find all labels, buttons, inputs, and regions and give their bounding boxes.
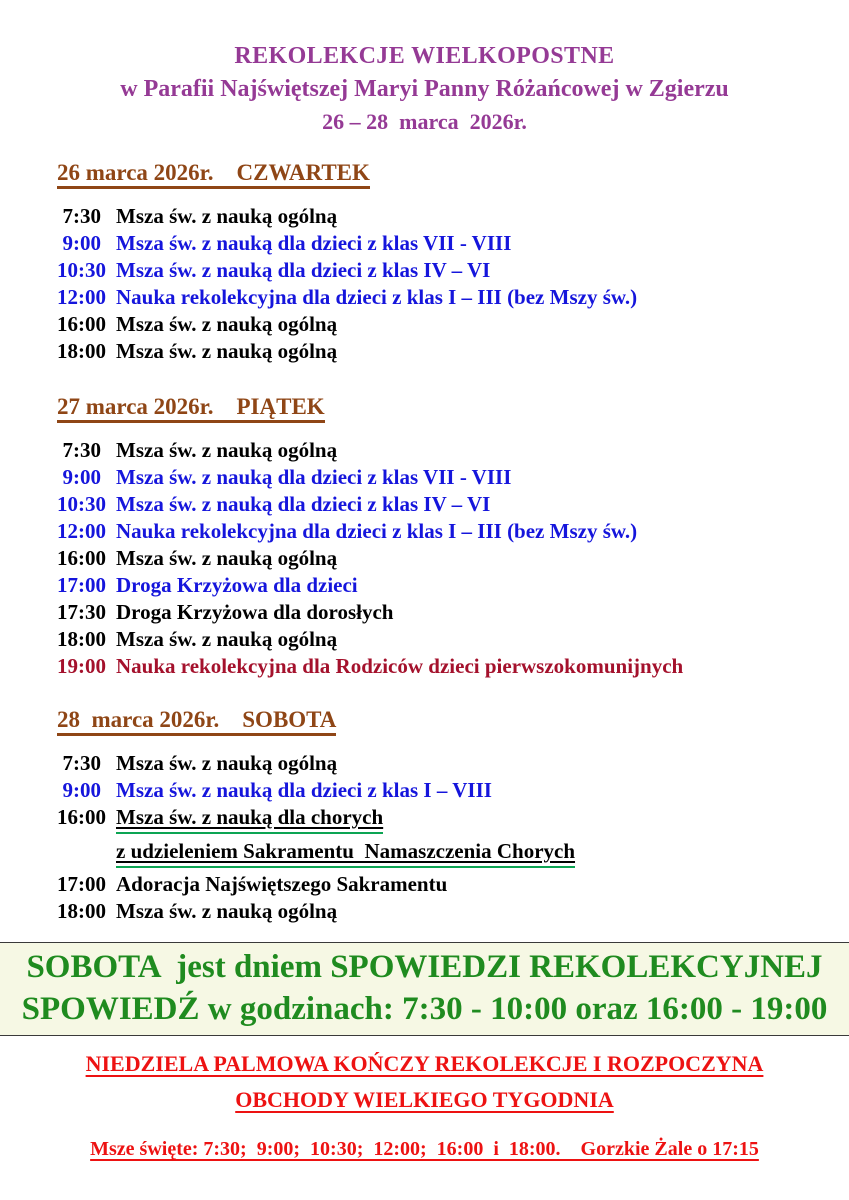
confession-line-2: SPOWIEDŹ w godzinach: 7:30 - 10:00 oraz 16:00 - 19:00 (21, 991, 828, 1027)
day-section-thursday (57, 159, 849, 365)
row-time: 17:30 (57, 600, 106, 624)
footer-line-2: OBCHODY WIELKIEGO TYGODNIA (235, 1087, 614, 1112)
day-heading-text: 27 marca 2026r. PIĄTEK (57, 394, 325, 423)
row-time: 9:00 (62, 465, 101, 489)
schedule-row (57, 284, 849, 311)
row-time: 10:30 (57, 492, 106, 516)
row-text: Msza św. z nauką ogólną (116, 546, 338, 570)
row-time: 19:00 (57, 654, 106, 678)
schedule-row (57, 777, 849, 804)
row-time: 18:00 (57, 899, 106, 923)
schedule-row (57, 518, 849, 545)
schedule-row (57, 572, 849, 599)
row-time-empty (57, 838, 101, 868)
schedule-row (57, 545, 849, 572)
schedule-row (57, 750, 849, 777)
row-text: Nauka rekolekcyjna dla Rodziców dzieci pierwszokomunijnych (116, 654, 684, 678)
row-text (116, 838, 575, 868)
row-time: 9:00 (62, 778, 101, 802)
row-text: Msza św. z nauką ogólną (116, 751, 338, 775)
row-time: 7:30 (62, 751, 101, 775)
day-heading-text: 28 marca 2026r. SOBOTA (57, 707, 336, 736)
row-text: Msza św. z nauką ogólną (116, 627, 338, 651)
row-text: Msza św. z nauką ogólną (116, 899, 338, 923)
schedule-row (57, 257, 849, 284)
row-text: Nauka rekolekcyjna dla dzieci z klas I – III (bez Mszy św.) (116, 285, 638, 309)
schedule-saturday (57, 750, 849, 925)
row-text: Msza św. z nauką dla dzieci z klas IV – VI (116, 492, 491, 516)
schedule-row (57, 871, 849, 898)
row-time: 12:00 (57, 519, 106, 543)
row-time: 7:30 (62, 204, 101, 228)
schedule-row (57, 311, 849, 338)
document-header (0, 0, 849, 137)
row-text: Msza św. z nauką dla dzieci z klas VII - VIII (116, 231, 512, 255)
row-time: 7:30 (62, 438, 101, 462)
schedule-row (57, 804, 849, 834)
schedule-row (57, 898, 849, 925)
schedule-row (57, 437, 849, 464)
schedule-row (57, 491, 849, 518)
day-heading-thursday (57, 159, 849, 187)
row-time: 17:00 (57, 573, 106, 597)
row-time: 9:00 (62, 231, 101, 255)
row-text: Msza św. z nauką dla dzieci z klas VII - VIII (116, 465, 512, 489)
row-time: 10:30 (57, 258, 106, 282)
row-text (116, 804, 383, 834)
day-section-saturday (57, 706, 849, 925)
day-heading-text: 26 marca 2026r. CZWARTEK (57, 160, 370, 189)
row-text: Msza św. z nauką ogólną (116, 438, 338, 462)
schedule-row (57, 626, 849, 653)
schedule-row (57, 599, 849, 626)
schedule-row-continuation (57, 838, 849, 868)
row-time: 16:00 (57, 312, 106, 336)
green-underlined-text: Msza św. z nauką dla chorych (116, 804, 383, 834)
green-underlined-text: z udzieleniem Sakramentu Namaszczenia Chorych (116, 838, 575, 868)
row-text: Droga Krzyżowa dla dzieci (116, 573, 358, 597)
row-time: 16:00 (57, 805, 106, 829)
confession-line-1: SOBOTA jest dniem SPOWIEDZI REKOLEKCYJNEJ (26, 949, 823, 985)
row-text: Adoracja Najświętszego Sakramentu (116, 872, 448, 896)
row-time: 12:00 (57, 285, 106, 309)
schedule-row (57, 338, 849, 365)
page-title: REKOLEKCJE WIELKOPOSTNE (234, 43, 615, 69)
row-text: Nauka rekolekcyjna dla dzieci z klas I – III (bez Mszy św.) (116, 519, 638, 543)
schedule-thursday (57, 203, 849, 365)
day-heading-saturday (57, 706, 849, 734)
parish-name: w Parafii Najświętszej Maryi Panny Różańcowej w Zgierzu (120, 76, 729, 102)
schedule-row (57, 230, 849, 257)
footer-line-3: Msze święte: 7:30; 9:00; 10:30; 12:00; 16:00 i 18:00. Gorzkie Żale o 17:15 (90, 1138, 759, 1160)
row-time: 18:00 (57, 339, 106, 363)
row-text: Droga Krzyżowa dla dorosłych (116, 600, 394, 624)
confession-banner (0, 942, 849, 1036)
schedule-row (57, 203, 849, 230)
footer-line-1: NIEDZIELA PALMOWA KOŃCZY REKOLEKCJE I ROZPOCZYNA (85, 1051, 764, 1076)
row-time: 17:00 (57, 872, 106, 896)
day-heading-friday (57, 393, 849, 421)
schedule-row (57, 464, 849, 491)
row-time: 16:00 (57, 546, 106, 570)
schedule-row (57, 653, 849, 680)
row-text: Msza św. z nauką ogólną (116, 339, 338, 363)
row-text: Msza św. z nauką dla dzieci z klas IV – VI (116, 258, 491, 282)
row-time: 18:00 (57, 627, 106, 651)
row-text: Msza św. z nauką ogólną (116, 312, 338, 336)
schedule-friday (57, 437, 849, 680)
date-range: 26 – 28 marca 2026r. (322, 109, 527, 134)
day-section-friday (57, 393, 849, 680)
document-footer (0, 1050, 849, 1162)
row-text: Msza św. z nauką dla dzieci z klas I – VIII (116, 778, 492, 802)
row-text: Msza św. z nauką ogólną (116, 204, 338, 228)
